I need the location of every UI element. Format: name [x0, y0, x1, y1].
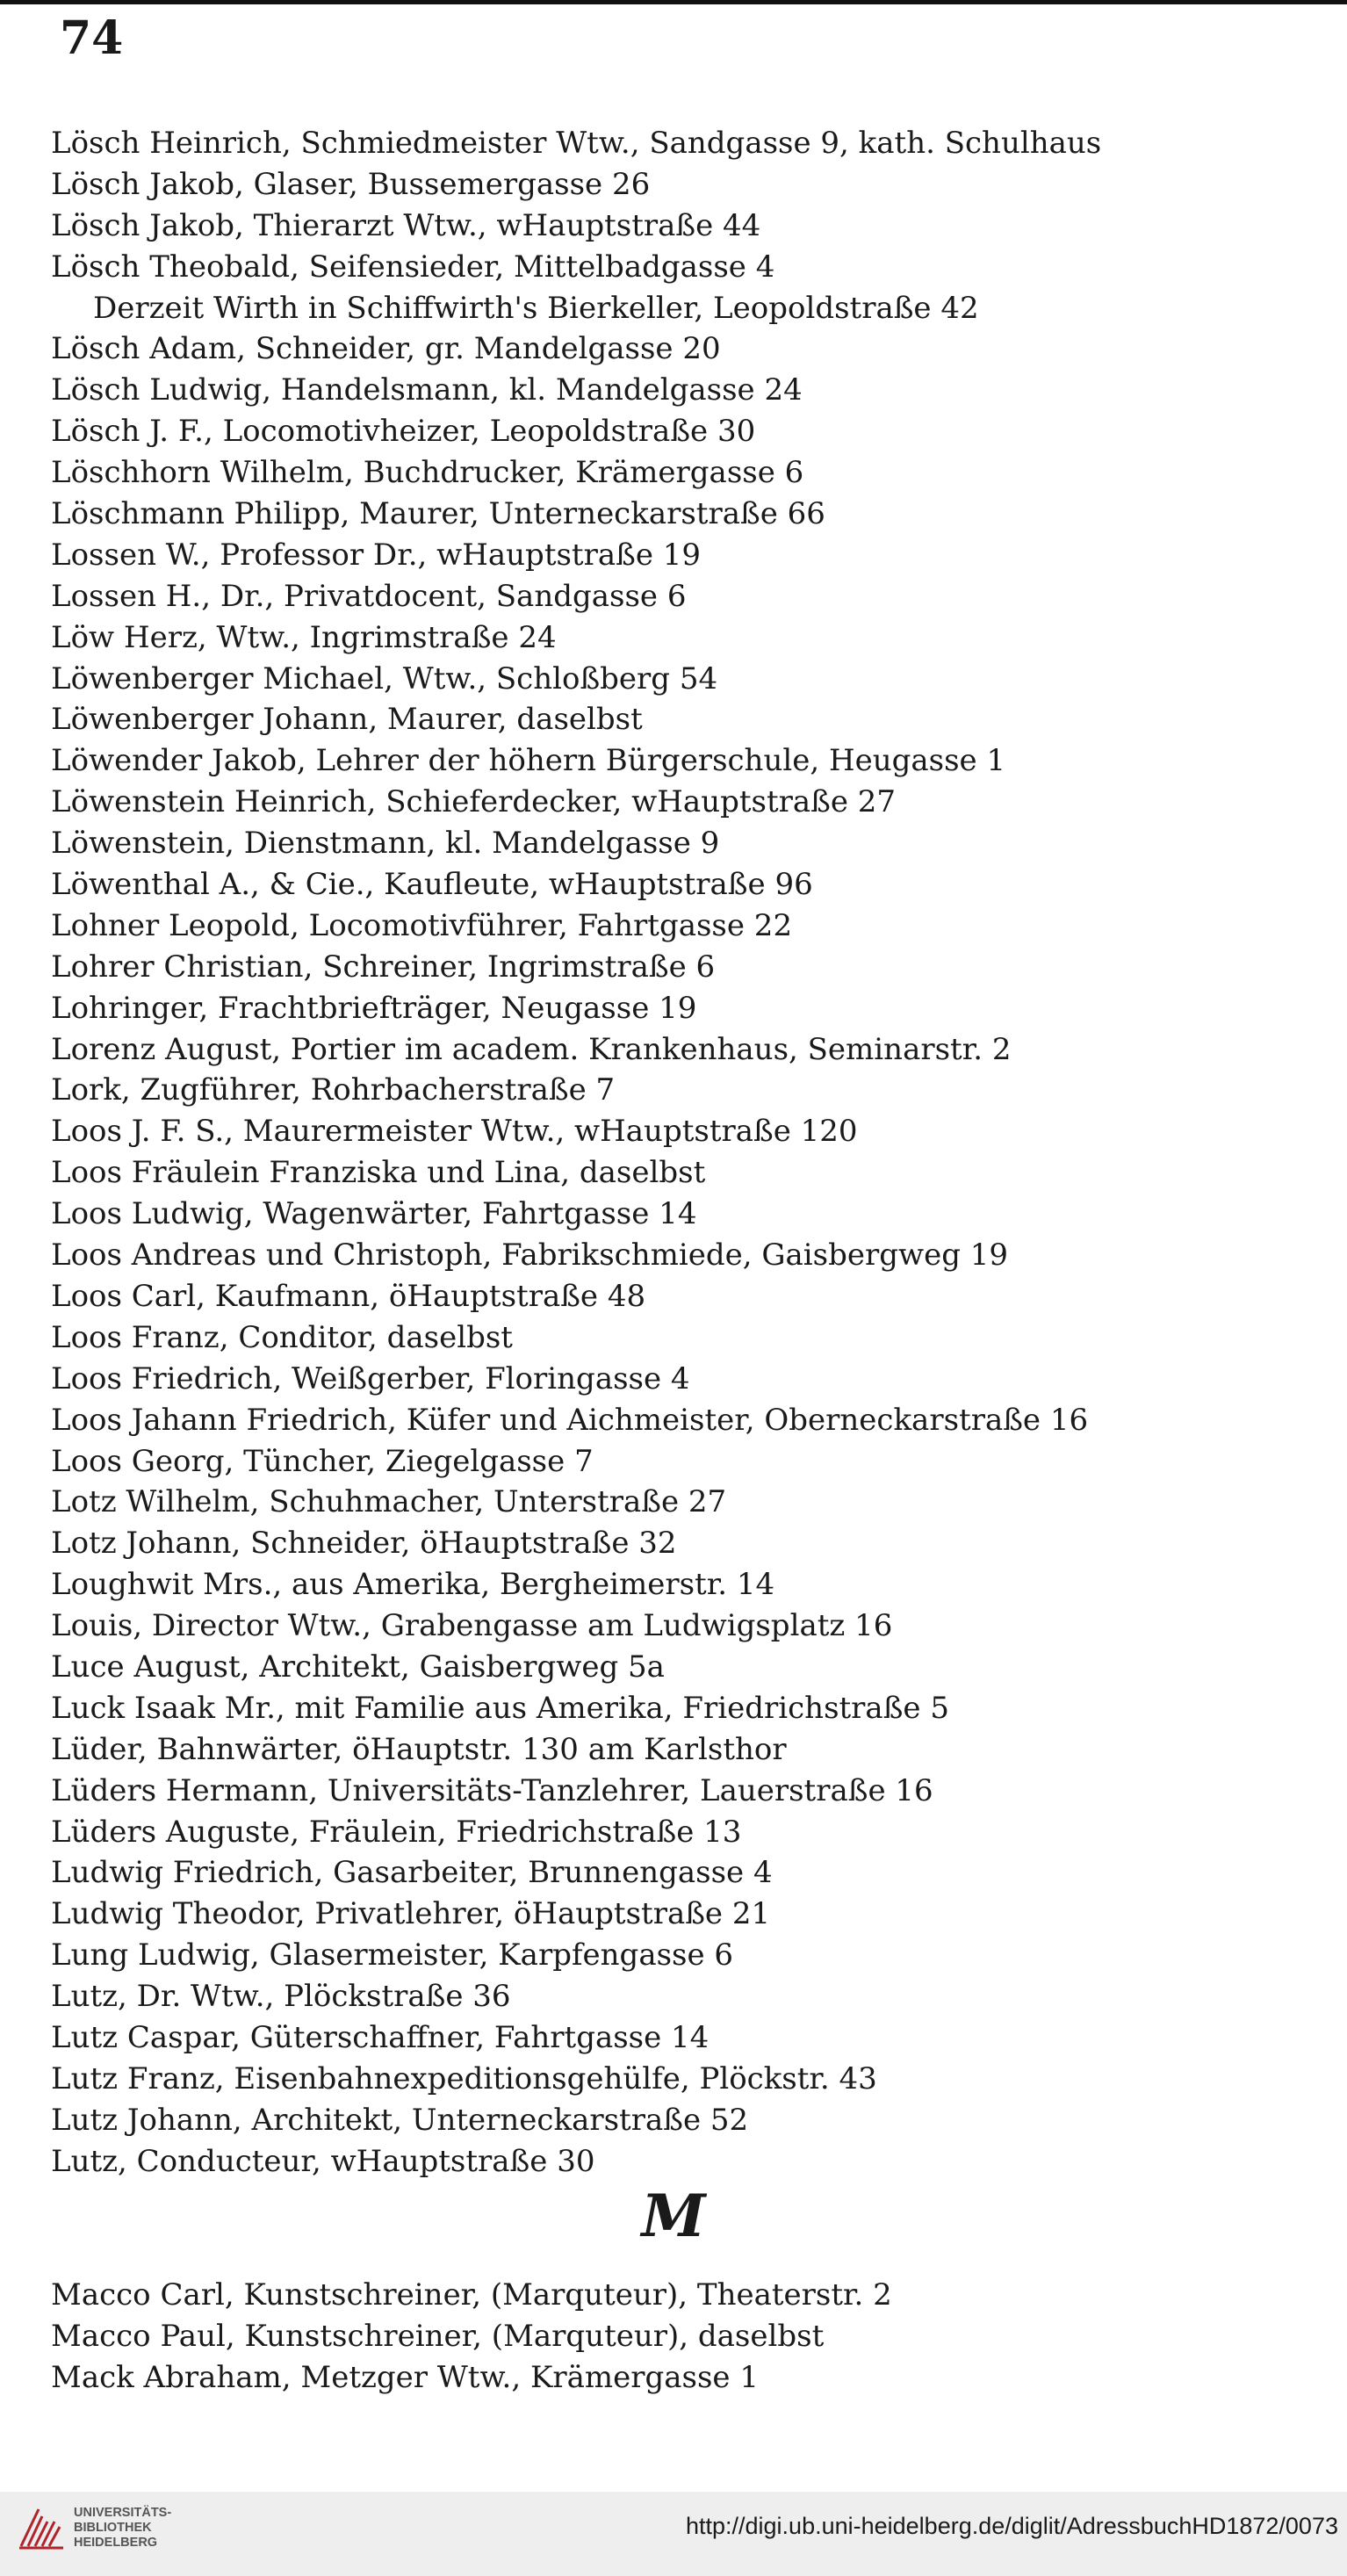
directory-entry: Lossen W., Professor Dr., wHauptstraße 19 [51, 537, 702, 573]
directory-entry: Ludwig Friedrich, Gasarbeiter, Brunnengasse 4 [51, 1855, 773, 1891]
library-logo-icon [16, 2502, 67, 2553]
directory-entry: Lork, Zugführer, Rohrbacherstraße 7 [51, 1072, 616, 1108]
directory-entry: Lösch J. F., Locomotivheizer, Leopoldstraße 30 [51, 414, 756, 450]
page-number: 74 [60, 11, 124, 65]
directory-entry: Loos Jahann Friedrich, Küfer und Aichmeister, Oberneckarstraße 16 [51, 1402, 1089, 1438]
logo-line: UNIVERSITÄTS- [74, 2506, 172, 2520]
directory-entry: Lotz Johann, Schneider, öHauptstraße 32 [51, 1526, 677, 1562]
section-heading-letter: M [641, 2182, 706, 2250]
directory-entry: Lösch Theobald, Seifensieder, Mittelbadgasse 4 [51, 249, 775, 285]
directory-entry: Lutz Caspar, Güterschaffner, Fahrtgasse 14 [51, 2019, 710, 2055]
directory-entry: Löschmann Philipp, Maurer, Unterneckarstraße 66 [51, 496, 825, 532]
directory-entry: Löw Herz, Wtw., Ingrimstraße 24 [51, 619, 557, 655]
directory-entries [51, 123, 1315, 2183]
directory-entry: Lutz, Dr. Wtw., Plöckstraße 36 [51, 1979, 511, 2015]
directory-entry: Loos J. F. S., Maurermeister Wtw., wHauptstraße 120 [51, 1114, 858, 1150]
footer-bar [0, 2492, 1347, 2576]
directory-entry: Lossen H., Dr., Privatdocent, Sandgasse 6 [51, 578, 687, 614]
directory-entry: Macco Carl, Kunstschreiner, (Marquteur), Theaterstr. 2 [51, 2277, 892, 2313]
top-rule [0, 0, 1347, 4]
directory-entry: Löwender Jakob, Lehrer der höhern Bürgerschule, Heugasse 1 [51, 743, 1006, 779]
directory-entry: Löwenberger Johann, Maurer, daselbst [51, 702, 643, 738]
directory-entry: Lösch Jakob, Glaser, Bussemergasse 26 [51, 166, 651, 202]
directory-entry: Loos Franz, Conditor, daselbst [51, 1319, 513, 1355]
directory-entry: Loos Fräulein Franziska und Lina, daselbst [51, 1155, 706, 1191]
directory-entry: Lohringer, Frachtbriefträger, Neugasse 19 [51, 990, 697, 1026]
directory-entry: Lutz Johann, Architekt, Unterneckarstraße 52 [51, 2102, 749, 2138]
directory-entry: Löwenberger Michael, Wtw., Schloßberg 54 [51, 660, 718, 696]
directory-entry-continuation: Derzeit Wirth in Schiffwirth's Bierkeller, Leopoldstraße 42 [93, 290, 979, 326]
directory-entry: Lüders Hermann, Universitäts-Tanzlehrer, Lauerstraße 16 [51, 1772, 933, 1808]
directory-entry: Lutz, Conducteur, wHauptstraße 30 [51, 2143, 595, 2179]
directory-entries-m [51, 2275, 1315, 2399]
directory-entry: Lotz Wilhelm, Schuhmacher, Unterstraße 27 [51, 1484, 727, 1520]
directory-entry: Löwenstein Heinrich, Schieferdecker, wHauptstraße 27 [51, 784, 897, 820]
logo-line: HEIDELBERG [74, 2536, 158, 2550]
directory-entry: Mack Abraham, Metzger Wtw., Krämergasse 1 [51, 2359, 759, 2395]
logo-line: BIBLIOTHEK [74, 2521, 152, 2535]
directory-entry: Loos Ludwig, Wagenwärter, Fahrtgasse 14 [51, 1196, 697, 1232]
directory-entry: Ludwig Theodor, Privatlehrer, öHauptstraße 21 [51, 1896, 771, 1932]
directory-entry: Löschhorn Wilhelm, Buchdrucker, Krämergasse 6 [51, 455, 804, 491]
directory-entry: Löwenstein, Dienstmann, kl. Mandelgasse 9 [51, 826, 720, 862]
directory-entry: Lösch Adam, Schneider, gr. Mandelgasse 20 [51, 331, 721, 367]
directory-entry: Lösch Ludwig, Handelsmann, kl. Mandelgasse 24 [51, 372, 803, 408]
directory-entry: Loos Georg, Tüncher, Ziegelgasse 7 [51, 1443, 594, 1479]
library-logo-text [74, 2506, 171, 2551]
directory-entry: Lüder, Bahnwärter, öHauptstr. 130 am Karlsthor [51, 1731, 787, 1767]
directory-entry: Lung Ludwig, Glasermeister, Karpfengasse 6 [51, 1937, 734, 1973]
directory-entry: Löwenthal A., & Cie., Kaufleute, wHauptstraße 96 [51, 867, 813, 903]
directory-entry: Lohner Leopold, Locomotivführer, Fahrtgasse 22 [51, 907, 793, 943]
directory-entry: Loughwit Mrs., aus Amerika, Bergheimerstr. 14 [51, 1567, 775, 1603]
directory-entry: Luce August, Architekt, Gaisbergweg 5a [51, 1649, 665, 1685]
directory-entry: Lüders Auguste, Fräulein, Friedrichstraße 13 [51, 1814, 742, 1850]
directory-entry: Lorenz August, Portier im academ. Krankenhaus, Seminarstr. 2 [51, 1031, 1012, 1067]
directory-entry: Macco Paul, Kunstschreiner, (Marquteur), daselbst [51, 2318, 825, 2354]
directory-entry: Lohrer Christian, Schreiner, Ingrimstraße 6 [51, 949, 716, 985]
directory-entry: Loos Carl, Kaufmann, öHauptstraße 48 [51, 1278, 646, 1314]
directory-entry: Luck Isaak Mr., mit Familie aus Amerika, Friedrichstraße 5 [51, 1690, 949, 1726]
directory-entry: Loos Andreas und Christoph, Fabrikschmiede, Gaisbergweg 19 [51, 1237, 1009, 1274]
directory-entry: Louis, Director Wtw., Grabengasse am Ludwigsplatz 16 [51, 1608, 893, 1644]
directory-entry: Lutz Franz, Eisenbahnexpeditionsgehülfe, Plöckstr. 43 [51, 2060, 877, 2096]
directory-entry: Lösch Heinrich, Schmiedmeister Wtw., Sandgasse 9, kath. Schulhaus [51, 126, 1102, 161]
directory-entry: Loos Friedrich, Weißgerber, Floringasse 4 [51, 1360, 690, 1396]
directory-entry: Lösch Jakob, Thierarzt Wtw., wHauptstraße 44 [51, 207, 761, 243]
source-url-link[interactable]: http://digi.ub.uni-heidelberg.de/diglit/AdressbuchHD1872/0073 [685, 2513, 1338, 2539]
